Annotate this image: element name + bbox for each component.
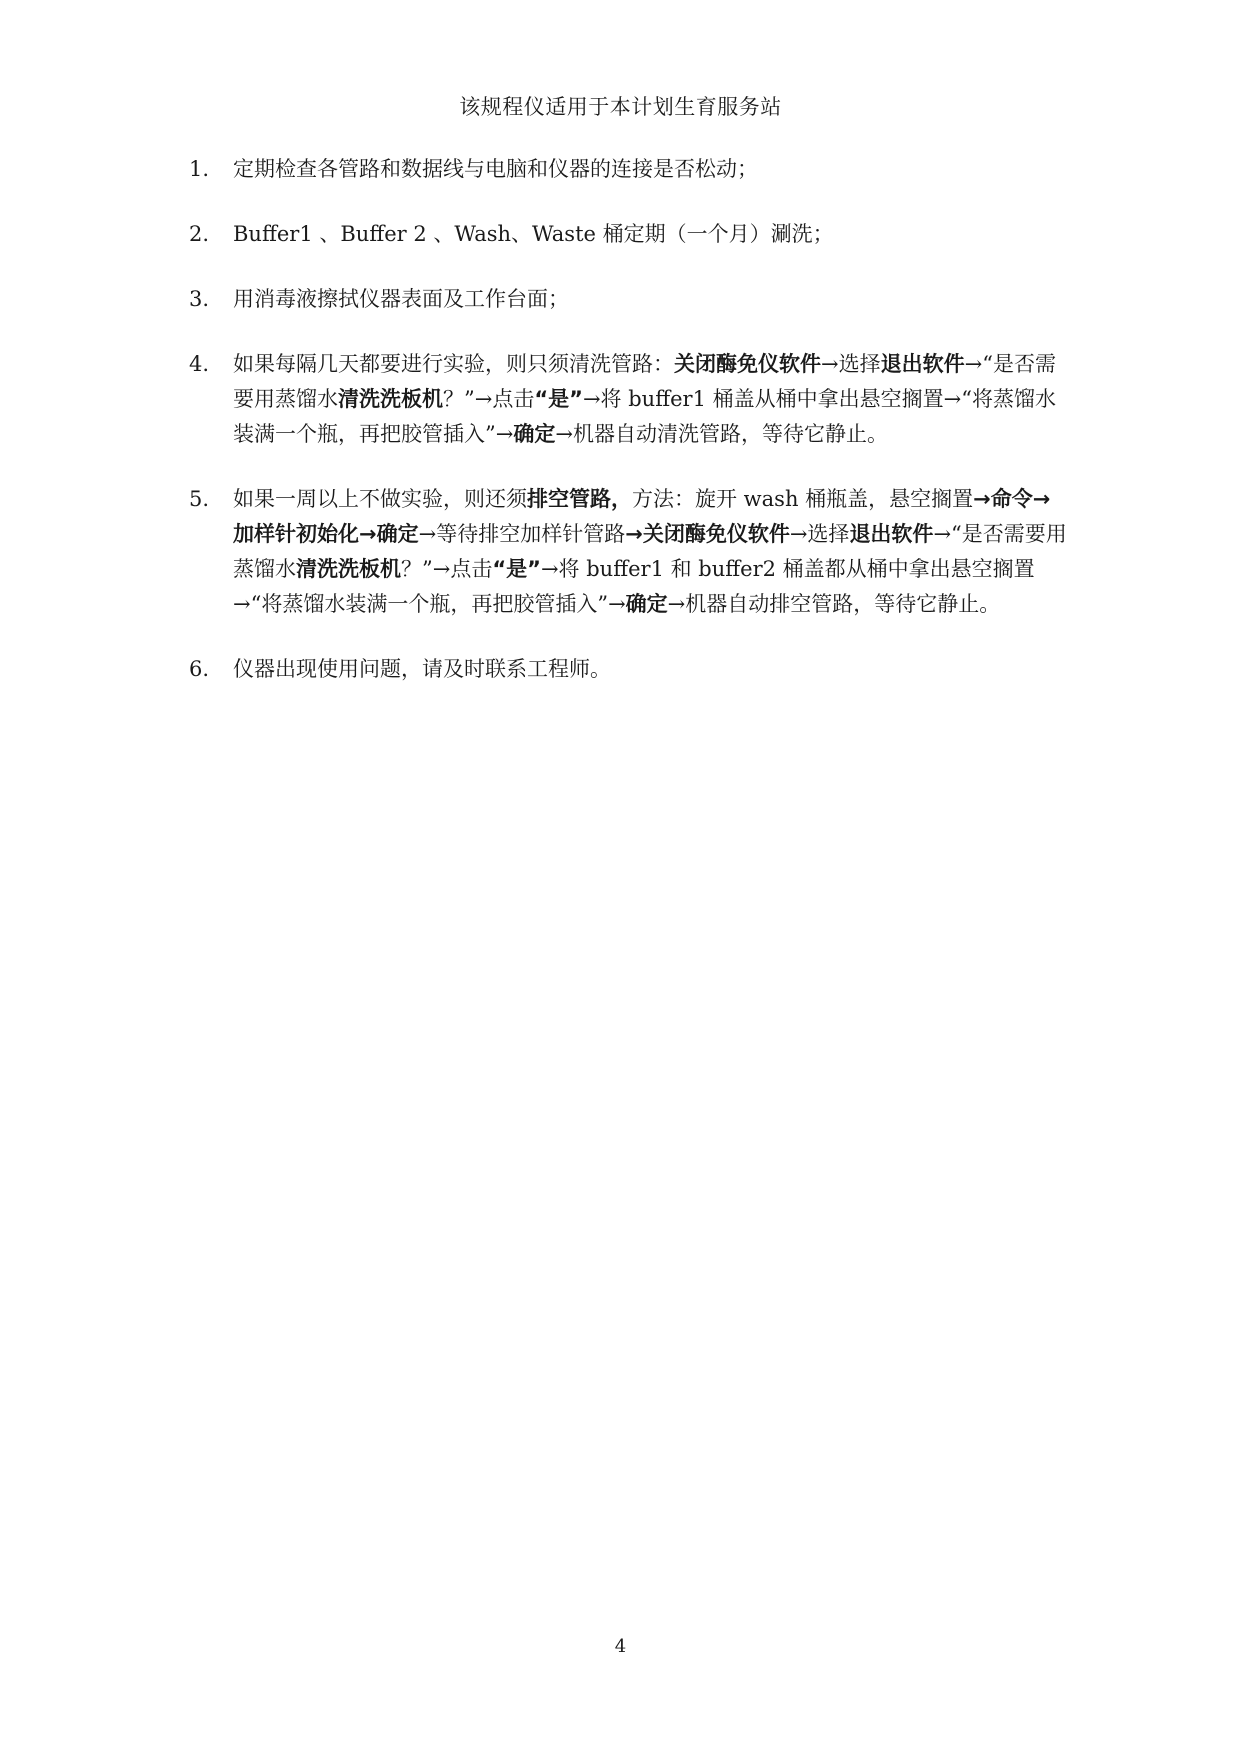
text-segment: →“是否需要用蒸馏水 <box>233 522 1067 581</box>
emphasis-text: 清洗洗板机 <box>338 387 443 411</box>
emphasis-text: 确定 <box>625 592 668 616</box>
item-number: 2. <box>189 222 210 246</box>
text-segment: →将 buffer1 和 buffer2 桶盖都从桶中拿出悬空搁置→“将蒸馏水装满一个瓶，再把胶管插入”→ <box>233 557 1035 616</box>
item-number: 1. <box>189 157 210 181</box>
item-number: 4. <box>189 352 210 376</box>
text-segment: →机器自动排空管路，等待它静止。 <box>667 592 1001 616</box>
text-segment: 方法：旋开 wash 桶瓶盖，悬空搁置 <box>632 487 974 511</box>
text-segment: →选择 <box>821 352 881 376</box>
item-number: 6. <box>189 657 210 681</box>
list-item <box>189 152 1069 187</box>
item-text <box>233 217 1069 252</box>
item-text <box>233 282 1069 317</box>
list-item <box>189 282 1069 317</box>
emphasis-text: 退出软件 <box>880 352 965 376</box>
item-number: 5. <box>189 487 210 511</box>
text-segment: →机器自动清洗管路，等待它静止。 <box>555 422 888 446</box>
emphasis-text: “是” <box>492 557 541 581</box>
list-item <box>189 652 1069 687</box>
text-segment: ？”→点击 <box>443 387 535 411</box>
emphasis-text: “是” <box>534 387 583 411</box>
emphasis-text: 关闭酶免仪软件 <box>674 352 821 376</box>
text-segment: →等待排空加样针管路 <box>418 522 626 546</box>
text-segment: 如果一周以上不做实验，则还须 <box>233 487 527 511</box>
emphasis-text: 退出软件 <box>849 522 934 546</box>
item-text <box>233 347 1069 452</box>
text-segment: 如果每隔几天都要进行实验，则只须清洗管路： <box>233 352 674 376</box>
list-item <box>189 347 1069 452</box>
text-segment: →“是否需要用蒸馏水 <box>233 352 1056 411</box>
emphasis-text: 清洗洗板机 <box>296 557 401 581</box>
text-segment: Buffer1 、Buffer 2 、Wash、Waste 桶定期（一个月）涮洗； <box>233 222 834 246</box>
emphasis-text: →关闭酶免仪软件 <box>625 522 790 546</box>
text-segment: ？”→点击 <box>401 557 493 581</box>
text-segment: 用消毒液擦拭仪器表面及工作台面； <box>233 287 569 311</box>
emphasis-text: →命令→加样针初始化→确定 <box>233 487 1051 546</box>
emphasis-text: 排空管路， <box>527 487 632 511</box>
item-text <box>233 652 1069 687</box>
list-item <box>189 482 1069 622</box>
maintenance-list <box>189 152 1069 717</box>
document-header: 该规程仪适用于本计划生育服务站 <box>459 95 782 119</box>
text-segment: →选择 <box>789 522 850 546</box>
page-number: 4 <box>614 1636 627 1657</box>
text-segment: 定期检查各管路和数据线与电脑和仪器的连接是否松动； <box>233 157 758 181</box>
text-segment: 仪器出现使用问题，请及时联系工程师。 <box>233 657 611 681</box>
item-text <box>233 482 1069 622</box>
text-segment: →将 buffer1 桶盖从桶中拿出悬空搁置→“将蒸馏水装满一个瓶，再把胶管插入”→ <box>233 387 1056 446</box>
emphasis-text: 确定 <box>513 422 556 446</box>
item-text <box>233 152 1069 187</box>
list-item <box>189 217 1069 252</box>
item-number: 3. <box>189 287 210 311</box>
